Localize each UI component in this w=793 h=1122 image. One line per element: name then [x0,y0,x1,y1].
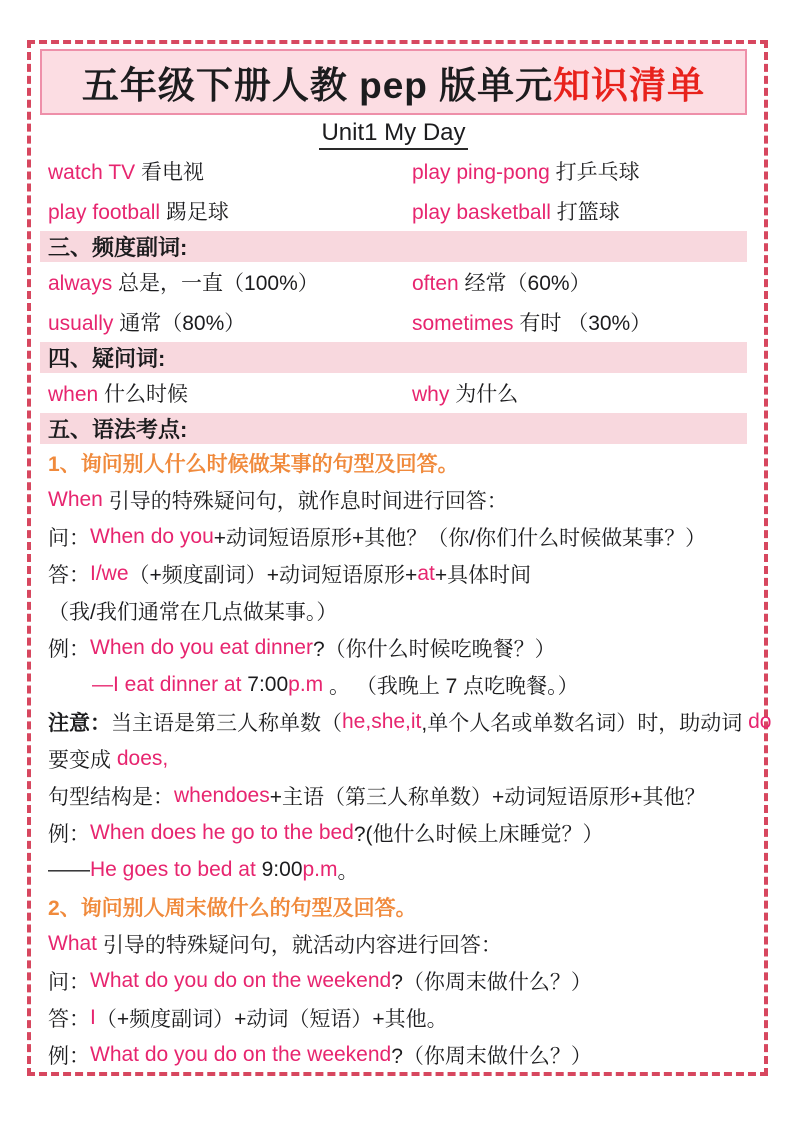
text-segment: +具体时间 [434,563,532,587]
page-title-red: 知识清单 [553,65,706,106]
text-line [40,777,747,814]
text-segment: ,单个人名或单数名词）时，助动词 [421,711,749,735]
text-line [40,1036,747,1073]
text-line [40,629,747,666]
text-segment: 踢足球 [160,201,229,224]
text-segment: What [48,931,98,955]
content-flow [40,151,772,1073]
text-line [40,740,747,777]
text-segment: —— [48,857,90,881]
section-heading: 三、频度副词: [40,231,747,262]
text-segment: 。 （我晚上 7 点吃晚餐。） [323,674,579,698]
text-segment: 2、询问别人周末做什么的句型及回答。 [48,896,417,920]
section-heading: 五、语法考点: [40,413,747,444]
text-segment: When do you eat dinner [90,635,313,659]
text-segment: I [90,1005,96,1029]
text-segment: 9:00 [261,857,303,881]
text-segment: 打乒乓球 [549,161,640,184]
text-segment: 打篮球 [550,201,620,224]
vocab-row [40,373,747,413]
text-segment: 答： [48,1007,90,1031]
vocab-row [40,302,747,342]
text-line [40,444,747,481]
text-segment: play basketball [412,201,551,224]
text-segment: When [48,487,103,511]
section-heading: 四、疑问词: [40,342,747,373]
text-segment: why [412,383,450,406]
text-line [40,666,747,703]
vocab-cell-left [48,307,412,337]
text-segment: whendoes [174,783,270,807]
text-segment: ?（你周末做什么？） [391,1044,592,1068]
text-segment: 什么时候 [98,383,189,406]
page-title-black: 五年级下册人教 pep 版单元 [81,65,554,106]
text-segment: when [48,383,99,406]
vocab-cell-right [412,156,747,186]
text-segment: 注意： [48,711,111,735]
text-segment: p.m [302,857,338,881]
vocab-row [40,262,747,302]
text-segment: watch TV [48,161,136,184]
text-segment: 例： [48,1044,90,1068]
unit-heading [40,118,747,151]
text-segment: do [748,709,772,733]
text-segment: 通常（80%） [113,312,246,335]
text-segment: p.m [288,672,324,696]
text-segment: 问： [48,526,90,550]
text-segment: —I eat dinner at [92,672,248,696]
text-segment: 引导的特殊疑问句，就作息时间进行回答： [102,489,508,513]
text-segment: （我/我们通常在几点做某事。） [48,600,338,624]
text-segment: 看电视 [135,161,204,184]
page-dashed-frame [27,40,772,1076]
text-segment: 引导的特殊疑问句，就活动内容进行回答： [97,933,502,957]
text-line [40,703,772,740]
text-segment: When do you [90,524,214,548]
vocab-row [40,151,747,191]
text-segment: 经常（60%） [458,272,591,295]
text-segment: he,she,it [342,709,422,733]
vocab-cell-right [412,307,747,337]
text-line [40,851,747,888]
text-segment: 总是，一直（100%） [112,272,319,295]
text-line [40,962,747,999]
text-segment: 答： [48,563,90,587]
text-segment: 为什么 [449,383,519,406]
vocab-cell-right [412,196,747,226]
vocab-cell-left [48,196,412,226]
text-segment: often [412,272,459,295]
text-segment: ?（你周末做什么？） [391,970,592,994]
text-segment: 当主语是第三人称单数（ [111,711,342,735]
text-segment: play ping-pong [412,161,550,184]
text-segment: （+频度副词）+动词（短语）+其他。 [95,1007,448,1031]
text-segment: at [417,561,435,585]
text-segment: sometimes [412,312,514,335]
text-segment: ?(他什么时候上床睡觉？） [353,822,604,846]
text-segment: 。 [337,859,359,883]
text-segment: 句型结构是： [48,785,174,809]
text-line [40,888,747,925]
text-line [40,925,747,962]
text-segment: When does he go to the bed [90,820,354,844]
vocab-row [40,191,747,231]
text-segment: 1、询问别人什么时候做某事的句型及回答。 [48,452,459,476]
text-segment: 问： [48,970,90,994]
text-segment: +动词短语原形+其他？（你/你们什么时候做某事？） [213,526,707,550]
text-segment: +主语（第三人称单数）+动词短语原形+其他？ [269,785,706,809]
text-line [40,518,747,555]
text-segment: 例： [48,822,90,846]
vocab-cell-left [48,378,412,408]
text-line [40,555,747,592]
text-segment: play football [48,201,161,224]
text-segment: usually [48,312,114,335]
text-segment: （+频度副词）+动词短语原形+ [128,563,418,587]
text-segment: 例： [48,637,90,661]
text-segment: He goes to bed at [90,857,262,881]
unit-heading-text: Unit1 My Day [319,119,467,150]
text-segment: ?（你什么时候吃晚餐？） [312,637,556,661]
text-line [40,592,747,629]
vocab-cell-left [48,156,412,186]
vocab-cell-right [412,378,747,408]
text-segment: 7:00 [247,672,289,696]
text-segment: What do you do on the weekend [90,968,392,992]
vocab-cell-left [48,267,412,297]
text-segment: 有时 （30%） [513,312,652,335]
text-line [40,481,747,518]
text-segment: What do you do on the weekend [90,1042,392,1066]
text-segment: always [48,272,113,295]
vocab-cell-right [412,267,747,297]
text-segment: 要变成 [48,748,117,772]
text-line [40,814,747,851]
text-segment: I/we [90,561,129,585]
page-title-banner [40,49,747,115]
text-segment: does, [116,746,169,770]
text-line [40,999,747,1036]
